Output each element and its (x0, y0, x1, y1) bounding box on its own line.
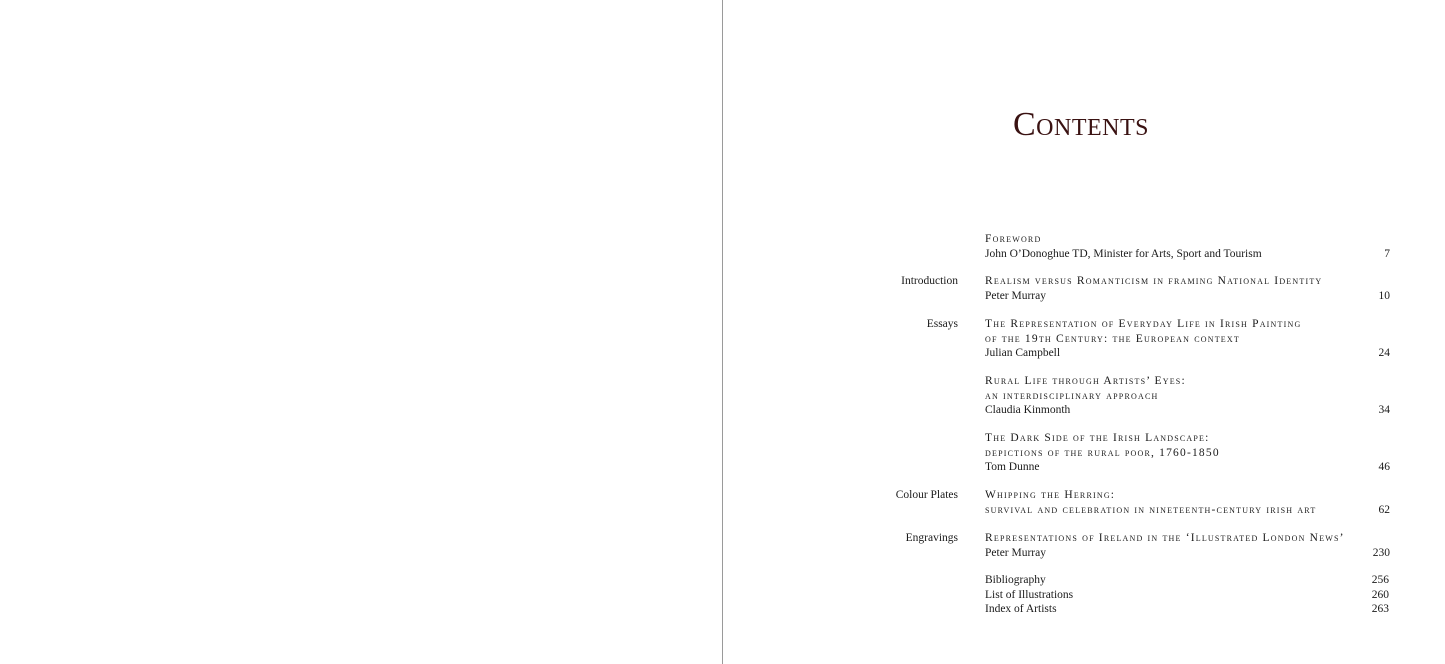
entry-body (985, 431, 1365, 475)
entry-author: Tom Dunne (985, 461, 1040, 473)
entry-body (985, 232, 1365, 261)
entry-body (985, 274, 1365, 303)
entry-title: Realism versus Romanticism in framing National Identity (985, 275, 1323, 287)
section-label-colour-plates: Colour Plates (895, 489, 958, 501)
back-matter-page-number: 256 (1371, 574, 1389, 586)
entry-subtitle: survival and celebration in nineteenth-century irish art (985, 503, 1317, 516)
entry-author: Peter Murray (985, 289, 1046, 302)
entry-author: Julian Campbell (985, 347, 1061, 359)
entry-body (985, 531, 1365, 560)
entry-page-number: 230 (1372, 546, 1390, 559)
back-matter-page-number: 263 (1371, 603, 1389, 615)
entry-author: Peter Murray (985, 546, 1046, 559)
entry-title: The Representation of Everyday Life in Irish Painting (985, 318, 1302, 330)
entry-page-number: 24 (1378, 347, 1390, 359)
entry-subtitle: an interdisciplinary approach (985, 389, 1159, 402)
section-label-engravings: Engravings (905, 532, 958, 544)
entry-page-number: 34 (1378, 404, 1390, 416)
entry-page-number: 7 (1384, 247, 1390, 260)
entry-title: Representations of Ireland in the ‘Illustrated London News’ (985, 532, 1345, 544)
back-matter-bibliography: Bibliography (985, 574, 1046, 586)
back-matter-page-number: 260 (1371, 588, 1389, 601)
entry-title: Whipping the Herring: (985, 489, 1116, 501)
blank-left-page (0, 0, 722, 664)
back-matter-list-of-illustrations: List of Illustrations (985, 588, 1074, 601)
entry-author: John O’Donoghue TD, Minister for Arts, Sport and Tourism (985, 247, 1262, 260)
entry-subtitle: of the 19th Century: the European context (985, 332, 1240, 345)
entry-body (985, 317, 1365, 361)
entry-title: The Dark Side of the Irish Landscape: (985, 432, 1210, 444)
back-matter-index-of-artists: Index of Artists (985, 603, 1057, 615)
entry-title: Rural Life through Artists’ Eyes: (985, 375, 1186, 387)
entry-page-number: 62 (1378, 503, 1390, 516)
entry-body (985, 488, 1365, 517)
section-label-introduction: Introduction (901, 275, 958, 287)
page-title: Contents (1013, 106, 1150, 143)
entry-page-number: 10 (1378, 289, 1390, 302)
entry-subtitle: depictions of the rural poor, 1760-1850 (985, 446, 1220, 459)
entry-title: Foreword (985, 233, 1042, 245)
entry-author: Claudia Kinmonth (985, 404, 1071, 416)
section-label-essays: Essays (926, 318, 958, 330)
entry-body (985, 374, 1365, 418)
contents-page (723, 0, 1445, 664)
entry-page-number: 46 (1378, 461, 1390, 473)
